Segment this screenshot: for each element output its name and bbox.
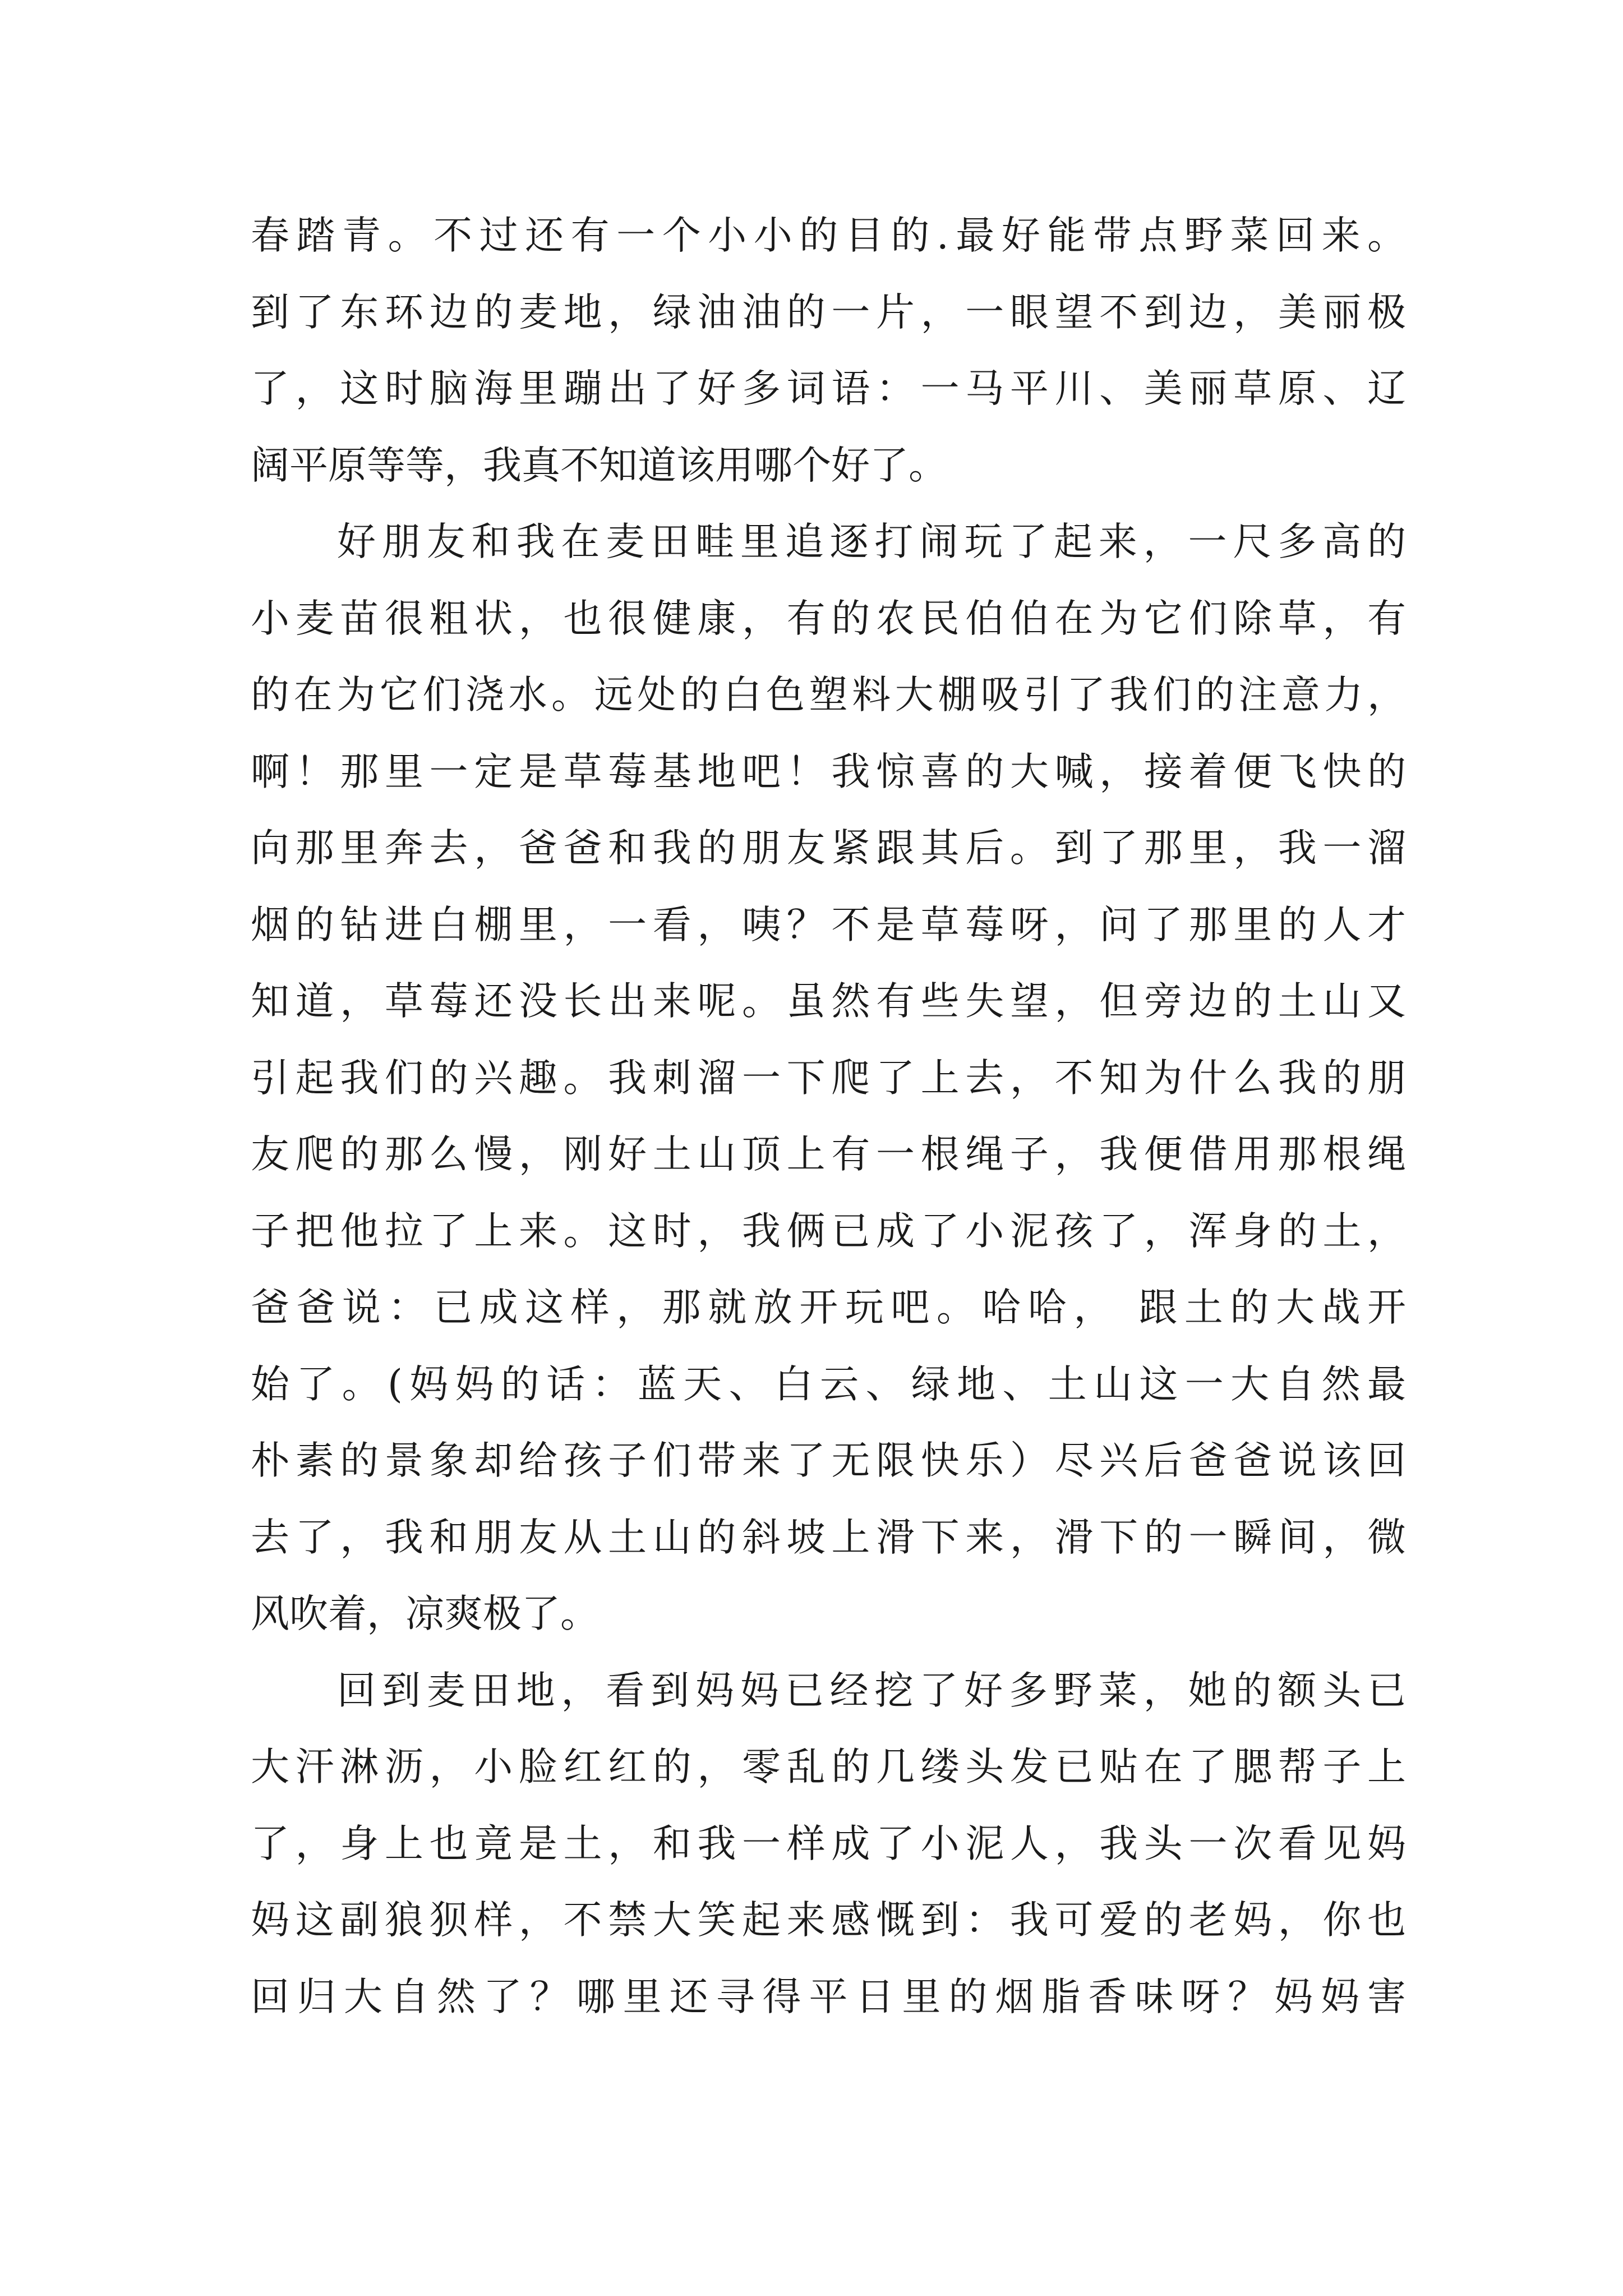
text-line: 向那里奔去，爸爸和我的朋友紧跟其后。到了那里，我一溜 <box>251 826 1406 871</box>
document-body <box>251 197 1406 2035</box>
text-line: 了，身上也竟是土，和我一样成了小泥人，我头一次看见妈 <box>251 1821 1406 1866</box>
text-line: 回到麦田地，看到妈妈已经挖了好多野菜，她的额头已 <box>337 1668 1406 1713</box>
text-line: 阔平原等等，我真不知道该用哪个好了。 <box>251 443 947 488</box>
text-line: 啊！那里一定是草莓基地吧！我惊喜的大喊，接着便飞快的 <box>251 749 1406 794</box>
text-line: 了，这时脑海里蹦出了好多词语：一马平川、美丽草原、辽 <box>251 366 1406 411</box>
text-line: 朴素的景象却给孩子们带来了无限快乐）尽兴后爸爸说该回 <box>251 1438 1406 1483</box>
text-line: 回归大自然了？哪里还寻得平日里的烟脂香味呀？妈妈害 <box>251 1974 1406 2019</box>
text-line: 到了东环边的麦地，绿油油的一片，一眼望不到边，美丽极 <box>251 289 1406 335</box>
text-line: 风吹着，凉爽极了。 <box>251 1591 599 1636</box>
text-line: 小麦苗很粗状，也很健康，有的农民伯伯在为它们除草，有 <box>251 596 1406 641</box>
text-line: 烟的钻进白棚里，一看，咦？不是草莓呀，问了那里的人才 <box>251 902 1406 947</box>
text-line: 去了，我和朋友从土山的斜坡上滑下来，滑下的一瞬间，微 <box>251 1515 1406 1560</box>
text-line: 知道，草莓还没长出来呢。虽然有些失望，但旁边的土山又 <box>251 979 1406 1024</box>
text-line: 爸爸说：已成这样，那就放开玩吧。哈哈， 跟土的大战开 <box>251 1285 1406 1330</box>
text-line: 的在为它们浇水。远处的白色塑料大棚吸引了我们的注意力， <box>251 673 1406 717</box>
text-line: 子把他拉了上来。这时，我俩已成了小泥孩了，浑身的土， <box>251 1208 1406 1254</box>
text-line: 好朋友和我在麦田畦里追逐打闹玩了起来，一尺多高的 <box>337 519 1406 564</box>
text-line: 友爬的那么慢，刚好土山顶上有一根绳子，我便借用那根绳 <box>251 1132 1406 1177</box>
text-line: 妈这副狼狈样，不禁大笑起来感慨到：我可爱的老妈，你也 <box>251 1898 1406 1943</box>
text-line: 引起我们的兴趣。我刺溜一下爬了上去，不知为什么我的朋 <box>251 1055 1406 1101</box>
text-line: 大汗淋沥，小脸红红的，零乱的几缕头发已贴在了腮帮子上 <box>251 1745 1406 1789</box>
text-line: 始了。(妈妈的话：蓝天、白云、绿地、土山这一大自然最 <box>251 1361 1406 1407</box>
text-line: 春踏青。不过还有一个小小的目的.最好能带点野菜回来。 <box>251 213 1406 258</box>
